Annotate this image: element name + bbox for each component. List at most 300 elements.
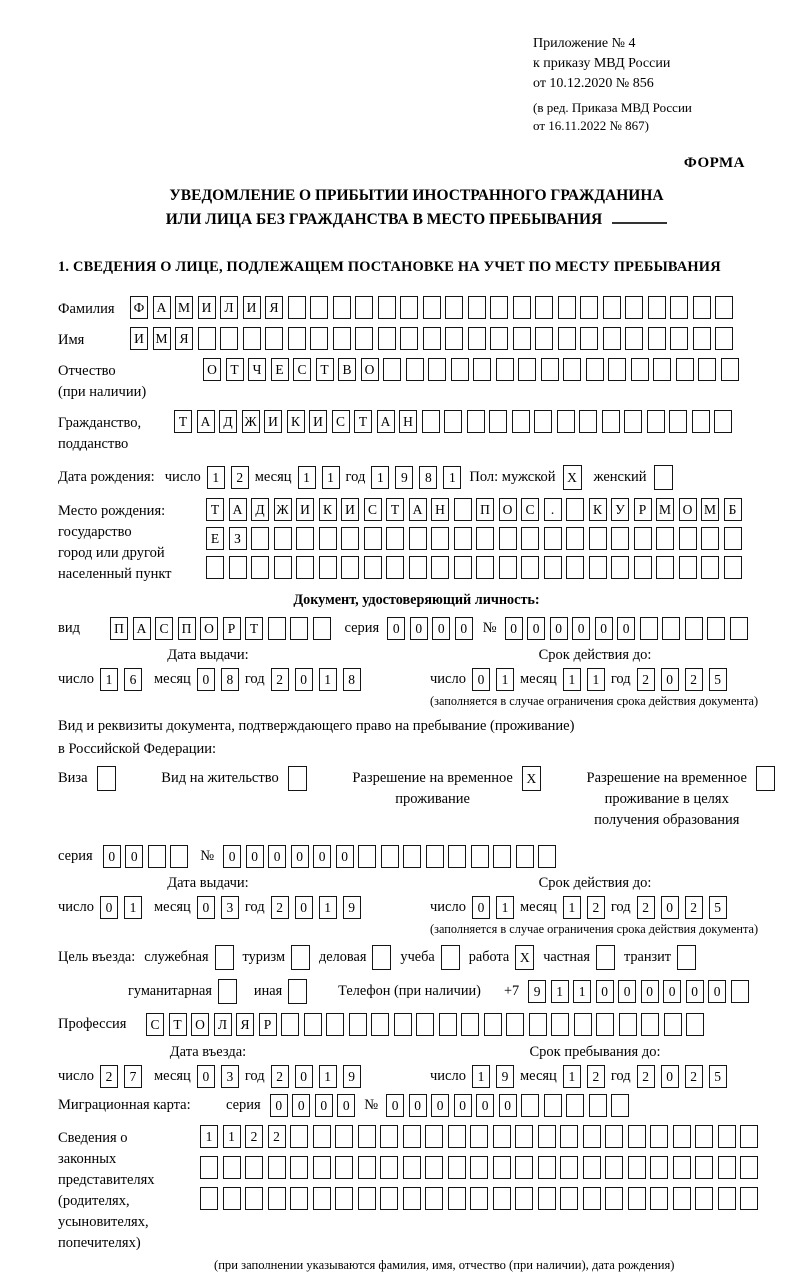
blank-line [612,210,667,224]
stay-year[interactable] [637,1065,727,1088]
cell: 0 [295,896,313,919]
residence-number-label: № [200,848,215,865]
option-visa: Виза [58,766,116,831]
cell [296,556,314,579]
identity-kind-field[interactable] [110,617,331,640]
phone-field[interactable] [528,980,749,1003]
cell [740,1156,758,1179]
entry-day[interactable] [100,1065,142,1088]
cell [560,1156,578,1179]
cell [686,1013,704,1036]
cell: Р [223,617,241,640]
identity-expiry-year[interactable] [637,668,727,691]
cell [425,1125,443,1148]
cell [288,296,306,319]
cell: 0 [292,1094,310,1117]
cell: 2 [587,896,605,919]
cell [676,358,694,381]
profession-row [58,1013,775,1036]
cell [714,410,732,433]
birth-month-field[interactable] [298,466,340,489]
cell [200,1156,218,1179]
cell: К [319,498,337,521]
cell: И [198,296,216,319]
cell [648,296,666,319]
cell: 6 [124,668,142,691]
cell: О [200,617,218,640]
cell: 0 [197,1065,215,1088]
cell [341,556,359,579]
purpose-transit: транзит [624,945,696,970]
identity-issue-month[interactable] [197,668,239,691]
cell [692,410,710,433]
cell [544,556,562,579]
identity-doc-heading: Документ, удостоверяющий личность: [293,592,540,609]
representatives-row [58,1125,775,1254]
cell [288,979,307,1004]
cell: 0 [663,980,681,1003]
patronymic-row [58,358,775,403]
residence-issue-day[interactable] [100,896,142,919]
residence-expiry-heading: Срок действия до: [538,875,652,892]
cell: 0 [618,980,636,1003]
cell: 0 [527,617,545,640]
cell [647,410,665,433]
identity-issue-date: число 1 6 месяц 0 8 год 2 0 1 8 [58,668,430,691]
cell: 1 [319,896,337,919]
cell [439,1013,457,1036]
cell [290,617,308,640]
patronymic-field[interactable] [203,358,739,381]
cell [454,498,472,521]
entry-dates [58,1044,775,1088]
cell: И [243,296,261,319]
cell: А [197,410,215,433]
cell: Ч [248,358,266,381]
identity-number-field[interactable] [505,617,748,640]
cell [673,1125,691,1148]
purpose-humanitarian-checkbox[interactable] [218,979,237,1004]
cell: 1 [223,1125,241,1148]
cell: 0 [686,980,704,1003]
cell: 8 [419,466,437,489]
cell [310,296,328,319]
cell [403,1156,421,1179]
stay-day[interactable] [472,1065,514,1088]
cell: К [287,410,305,433]
profession-label: Профессия [58,1016,127,1033]
residence-permit-checkbox[interactable] [288,766,307,791]
cell: 3 [221,1065,239,1088]
cell [654,465,673,490]
title-line-1: УВЕДОМЛЕНИЕ О ПРИБЫТИИ ИНОСТРАННОГО ГРАЖДАНИНА [169,186,664,204]
sex-male-checkbox[interactable] [563,465,582,490]
purpose-humanitarian: гуманитарная [128,979,237,1004]
cell [386,556,404,579]
identity-expiry-note: (заполняется в случае ограничения срока действия документа) [430,694,759,709]
birth-year-field[interactable] [371,466,461,489]
cell [656,527,674,550]
cell: 1 [207,466,225,489]
cell: Н [399,410,417,433]
cell [313,1125,331,1148]
purpose-other-checkbox[interactable] [288,979,307,1004]
cell: 2 [271,1065,289,1088]
cell: 0 [337,1094,355,1117]
cell [355,327,373,350]
purpose-business-checkbox[interactable] [372,945,391,970]
cell: 0 [661,896,679,919]
purpose-official-checkbox[interactable] [215,945,234,970]
temp-residence-checkbox[interactable] [522,766,541,791]
identity-doc-row [58,617,775,640]
identity-expiry-heading: Срок действия до: [538,647,652,664]
cell [693,327,711,350]
birth-place-line2[interactable] [206,527,742,550]
purpose-study-checkbox[interactable] [441,945,460,970]
form-label: ФОРМА [683,154,745,171]
cell [274,527,292,550]
residence-number-field[interactable] [223,845,556,868]
cell: 0 [708,980,726,1003]
cell [378,327,396,350]
cell [291,945,310,970]
cell: 1 [573,980,591,1003]
cell [358,1187,376,1210]
cell [695,1125,713,1148]
cell [425,1156,443,1179]
cell [596,1013,614,1036]
patronymic-label: Отчество (при наличии) [58,363,147,401]
cell: 1 [200,1125,218,1148]
cell [372,945,391,970]
cell [715,327,733,350]
temp-residence-education-checkbox[interactable] [756,766,775,791]
purpose-tourism-checkbox[interactable] [291,945,310,970]
cell [679,556,697,579]
cell [431,527,449,550]
migration-series-field[interactable] [270,1094,356,1117]
birth-place-line1[interactable] [206,498,742,521]
purpose-official: служебная [144,945,233,970]
cell [583,1187,601,1210]
residence-expiry-note: (заполняется в случае ограничения срока действия документа) [430,922,759,937]
cell [493,1125,511,1148]
cell [335,1187,353,1210]
cell [650,1125,668,1148]
cell [406,358,424,381]
cell [673,1187,691,1210]
option-temp-residence: Разрешение на временное проживание X [352,766,540,831]
purpose-business: деловая [319,945,391,970]
name-label: Имя [58,332,85,349]
cell: 1 [563,896,581,919]
cell: 0 [223,845,241,868]
cell: Т [169,1013,187,1036]
cell [534,410,552,433]
cell [206,556,224,579]
cell [718,1187,736,1210]
cell [730,617,748,640]
residence-expiry-year[interactable] [637,896,727,919]
cell: Ж [274,498,292,521]
cell [541,358,559,381]
representatives-line2[interactable] [200,1156,758,1179]
identity-expiry-date: число 0 1 месяц 1 1 год 2 0 2 5 [430,668,775,691]
day-label: число [164,469,201,486]
residence-series-field[interactable] [103,845,189,868]
cell: Т [226,358,244,381]
cell: Ж [242,410,260,433]
visit-purpose-row2 [128,979,775,1004]
cell [499,556,517,579]
cell [441,945,460,970]
cell: Т [316,358,334,381]
cell: Р [259,1013,277,1036]
cell: Я [175,327,193,350]
cell [560,1125,578,1148]
birth-place-label: Место рождения: государство город или другой населенный пункт [58,503,172,583]
cell [313,617,331,640]
cell [493,1187,511,1210]
cell [513,327,531,350]
cell [653,358,671,381]
visit-purpose-row1 [58,945,775,970]
sex-female-checkbox[interactable] [654,465,673,490]
entry-year[interactable] [271,1065,361,1088]
surname-field[interactable] [130,296,733,319]
entry-date: число 2 7 месяц 0 3 год 2 0 1 9 [58,1065,430,1088]
cell [664,1013,682,1036]
cell [281,1013,299,1036]
cell [403,1187,421,1210]
cell [335,1125,353,1148]
cell: 0 [386,1094,404,1117]
identity-doc-dates [58,647,775,709]
residence-expiry-month[interactable] [563,896,605,919]
cell [583,1125,601,1148]
cell [326,1013,344,1036]
cell [484,1013,502,1036]
migration-series-label: серия [226,1097,261,1114]
identity-series-field[interactable] [387,617,473,640]
visa-checkbox[interactable] [97,766,116,791]
migration-number-label: № [364,1097,379,1114]
cell [476,527,494,550]
appendix-line: от 10.12.2020 № 856 [533,75,654,91]
cell: 1 [472,1065,490,1088]
cell: 3 [221,896,239,919]
citizenship-field[interactable] [174,410,732,433]
cell [756,766,775,791]
birth-place-row [58,498,775,585]
residence-issue-year[interactable] [271,896,361,919]
identity-issue-year[interactable] [271,668,361,691]
cell [605,1187,623,1210]
cell: 0 [387,617,405,640]
cell: Я [265,296,283,319]
purpose-transit-checkbox[interactable] [677,945,696,970]
cell [493,845,511,868]
cell [628,1187,646,1210]
section1-heading: 1. СВЕДЕНИЯ О ЛИЦЕ, ПОДЛЕЖАЩЕМ ПОСТАНОВКЕ НА УЧЕТ ПО МЕСТУ ПРЕБЫВАНИЯ [58,259,721,276]
cell [611,556,629,579]
cell: М [175,296,193,319]
representatives-line1[interactable] [200,1125,758,1148]
title-line-2: ИЛИ ЛИЦА БЕЗ ГРАЖДАНСТВА В МЕСТО ПРЕБЫВАНИЯ [165,211,603,229]
cell [364,527,382,550]
cell [628,1125,646,1148]
migration-number-field[interactable] [386,1094,629,1117]
cell [200,1187,218,1210]
visit-purpose-label: Цель въезда: [58,949,136,966]
sex-female-label: женский [593,469,647,486]
cell [693,296,711,319]
cell: С [364,498,382,521]
cell: 2 [245,1125,263,1148]
cell [380,1156,398,1179]
birth-date-group [165,466,462,489]
cell: 0 [661,1065,679,1088]
cell: 0 [596,980,614,1003]
cell [518,358,536,381]
cell: И [341,498,359,521]
profession-field[interactable] [146,1013,704,1036]
name-field[interactable] [130,327,733,350]
cell [380,1187,398,1210]
cell [506,1013,524,1036]
cell [513,296,531,319]
name-row [58,327,775,351]
cell [268,617,286,640]
cell: О [191,1013,209,1036]
cell [313,1187,331,1210]
cell [701,527,719,550]
cell [535,296,553,319]
cell [304,1013,322,1036]
residence-doc-intro-1: Вид и реквизиты документа, подтверждающего право на пребывание (проживание) [58,718,575,735]
cell [698,358,716,381]
residence-doc-options [58,766,775,831]
cell [515,1156,533,1179]
cell: 0 [246,845,264,868]
residence-doc-dates [58,875,775,937]
cell [634,556,652,579]
cell [535,327,553,350]
cell: 5 [709,896,727,919]
cell: 1 [563,668,581,691]
cell [445,327,463,350]
cell [580,327,598,350]
cell [662,617,680,640]
cell: Т [206,498,224,521]
cell [470,1156,488,1179]
purpose-private-checkbox[interactable] [596,945,615,970]
cell [634,527,652,550]
cell [409,556,427,579]
identity-issue-day[interactable] [100,668,142,691]
cell [574,1013,592,1036]
cell [493,1156,511,1179]
cell: 2 [231,466,249,489]
cell [448,845,466,868]
cell [603,296,621,319]
stay-month[interactable] [563,1065,605,1088]
cell: 0 [197,668,215,691]
cell: 0 [295,1065,313,1088]
cell: Н [431,498,449,521]
residence-doc-intro-2: в Российской Федерации: [58,740,217,757]
cell [557,410,575,433]
birth-date-label: Дата рождения: [58,469,155,486]
cell: А [409,498,427,521]
cell [707,617,725,640]
cell [461,1013,479,1036]
cell [454,556,472,579]
residence-expiry-day[interactable] [472,896,514,919]
cell [605,1156,623,1179]
cell: Л [214,1013,232,1036]
cell [268,1156,286,1179]
cell [218,979,237,1004]
cell: 0 [472,896,490,919]
cell: О [499,498,517,521]
cell [538,1156,556,1179]
cell: 2 [685,668,703,691]
cell: 0 [617,617,635,640]
migration-card-label: Миграционная карта: [58,1097,191,1114]
birth-place-line3[interactable] [206,556,742,579]
cell [467,410,485,433]
cell: X [522,766,541,791]
cell [468,296,486,319]
cell [538,1125,556,1148]
cell [740,1187,758,1210]
edition-line: (в ред. Приказа МВД России [533,99,692,115]
surname-row [58,296,775,320]
citizenship-label: Гражданство, подданство [58,415,142,453]
cell [473,358,491,381]
cell: 0 [268,845,286,868]
representatives-line3[interactable] [200,1187,758,1210]
cell: 0 [472,668,490,691]
edition-line: от 16.11.2022 № 867) [533,117,650,133]
residence-series-label: серия [58,848,93,865]
cell: З [229,527,247,550]
identity-expiry-day[interactable] [472,668,514,691]
cell: 0 [315,1094,333,1117]
identity-expiry-month[interactable] [563,668,605,691]
cell: И [296,498,314,521]
cell [268,1187,286,1210]
cell: 1 [371,466,389,489]
cell [496,358,514,381]
cell [490,296,508,319]
birth-day-field[interactable] [207,466,249,489]
birth-date-row [58,465,775,490]
cell [640,617,658,640]
purpose-work-checkbox[interactable] [515,945,534,970]
entry-month[interactable] [197,1065,239,1088]
residence-expiry-date: число 0 1 месяц 1 2 год 2 0 2 5 [430,896,775,919]
cell: У [611,498,629,521]
cell [605,1125,623,1148]
cell: 1 [551,980,569,1003]
stay-until-date: число 1 9 месяц 1 2 год 2 0 2 5 [430,1065,775,1088]
option-residence-permit: Вид на жительство [161,766,306,831]
residence-issue-month[interactable] [197,896,239,919]
cell [220,327,238,350]
